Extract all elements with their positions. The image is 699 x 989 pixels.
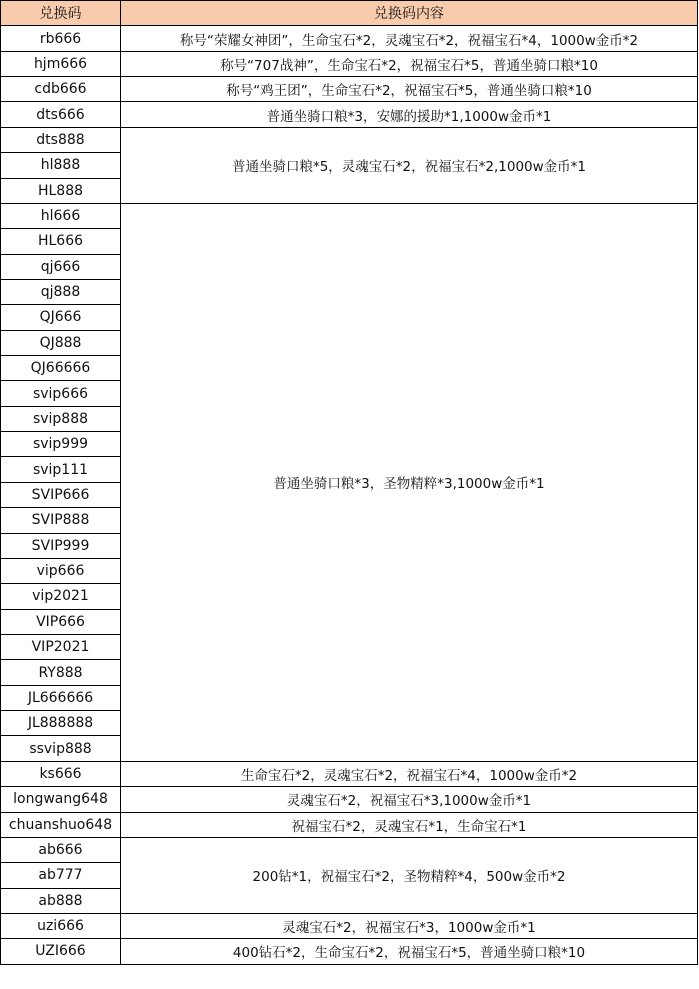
reward-content-cell: 普通坐骑口粮*3，安娜的援助*1,1000w金币*1 — [121, 102, 698, 127]
code-cell: ab888 — [1, 888, 121, 913]
code-cell: chuanshuo648 — [1, 812, 121, 837]
code-cell: vip666 — [1, 558, 121, 583]
code-cell: rb666 — [1, 26, 121, 51]
code-cell: svip111 — [1, 457, 121, 482]
table-row — [1, 837, 698, 862]
table-row — [1, 127, 698, 152]
table-row — [1, 787, 698, 812]
code-cell: hl666 — [1, 203, 121, 228]
code-cell: hl888 — [1, 153, 121, 178]
code-cell: QJ888 — [1, 330, 121, 355]
reward-content-cell: 200钻*1，祝福宝石*2，圣物精粹*4，500w金币*2 — [121, 837, 698, 913]
table-row — [1, 203, 698, 228]
code-cell: ks666 — [1, 761, 121, 786]
code-cell: qj888 — [1, 279, 121, 304]
code-cell: JL666666 — [1, 685, 121, 710]
reward-content-cell: 祝福宝石*2，灵魂宝石*1，生命宝石*1 — [121, 812, 698, 837]
code-cell: RY888 — [1, 660, 121, 685]
reward-content-cell: 400钻石*2，生命宝石*2，祝福宝石*5，普通坐骑口粮*10 — [121, 939, 698, 964]
code-cell: SVIP999 — [1, 533, 121, 558]
table-row — [1, 913, 698, 938]
code-cell: svip999 — [1, 432, 121, 457]
code-cell: QJ66666 — [1, 356, 121, 381]
code-cell: dts666 — [1, 102, 121, 127]
code-cell: JL888888 — [1, 711, 121, 736]
reward-content-cell: 普通坐骑口粮*3，圣物精粹*3,1000w金币*1 — [121, 203, 698, 761]
table-body — [1, 26, 698, 964]
reward-content-cell: 称号“707战神”，生命宝石*2，祝福宝石*5，普通坐骑口粮*10 — [121, 51, 698, 76]
table-row — [1, 77, 698, 102]
code-cell: cdb666 — [1, 77, 121, 102]
code-cell: QJ666 — [1, 305, 121, 330]
reward-content-cell: 称号“鸡王团”，生命宝石*2，祝福宝石*5，普通坐骑口粮*10 — [121, 77, 698, 102]
code-cell: hjm666 — [1, 51, 121, 76]
code-cell: dts888 — [1, 127, 121, 152]
table-row — [1, 102, 698, 127]
reward-content-cell: 称号“荣耀女神团”，生命宝石*2，灵魂宝石*2，祝福宝石*4，1000w金币*2 — [121, 26, 698, 51]
reward-content-cell: 生命宝石*2，灵魂宝石*2，祝福宝石*4，1000w金币*2 — [121, 761, 698, 786]
code-cell: ab666 — [1, 837, 121, 862]
code-cell: HL666 — [1, 229, 121, 254]
code-cell: ssvip888 — [1, 736, 121, 761]
table-row — [1, 51, 698, 76]
code-cell: VIP666 — [1, 609, 121, 634]
code-cell: VIP2021 — [1, 634, 121, 659]
code-cell: svip888 — [1, 406, 121, 431]
code-cell: SVIP666 — [1, 482, 121, 507]
header-code: 兑换码 — [1, 1, 121, 26]
code-cell: SVIP888 — [1, 508, 121, 533]
header-row — [1, 1, 698, 26]
code-cell: qj666 — [1, 254, 121, 279]
table-row — [1, 26, 698, 51]
code-cell: UZI666 — [1, 939, 121, 964]
code-cell: longwang648 — [1, 787, 121, 812]
code-cell: svip666 — [1, 381, 121, 406]
code-cell: ab777 — [1, 863, 121, 888]
code-cell: vip2021 — [1, 584, 121, 609]
table-row — [1, 812, 698, 837]
header-content: 兑换码内容 — [121, 1, 698, 26]
reward-content-cell: 灵魂宝石*2，祝福宝石*3,1000w金币*1 — [121, 787, 698, 812]
table-row — [1, 939, 698, 964]
table-row — [1, 761, 698, 786]
reward-content-cell: 灵魂宝石*2，祝福宝石*3，1000w金币*1 — [121, 913, 698, 938]
reward-content-cell: 普通坐骑口粮*5，灵魂宝石*2，祝福宝石*2,1000w金币*1 — [121, 127, 698, 203]
code-cell: HL888 — [1, 178, 121, 203]
code-cell: uzi666 — [1, 913, 121, 938]
